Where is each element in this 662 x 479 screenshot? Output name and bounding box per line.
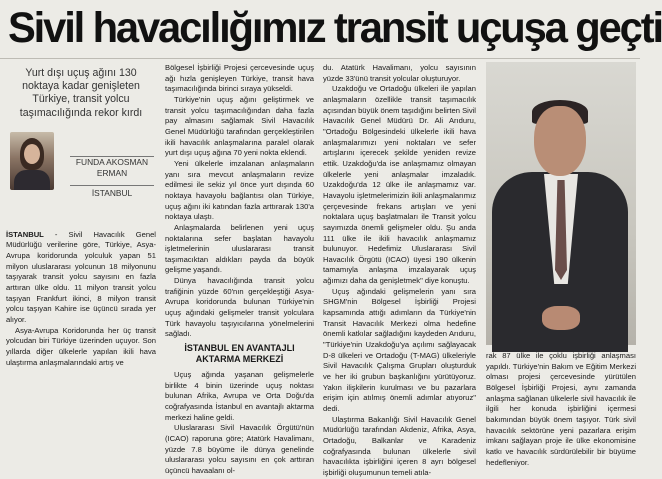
- paragraph: du. Atatürk Havalimanı, yolcu sayısının yüzde 33'ünü transit yolcular oluşturuyor.: [323, 63, 476, 83]
- author-byline: [70, 156, 154, 199]
- column-1: [6, 63, 156, 471]
- paragraph: Türkiye'nin uçuş ağını geliştirmek ve transit yolcu taşımacılığından daha fazla pay almasını sağlamak Sivil Havacılık Genel Müdürlüğü tarafından gerçekleştirilen ikili havacılık anlaşmalarına paralel olarak yurt dışı uçuş ağına 70 yeni nokta eklendi.: [165, 94, 314, 158]
- paragraph: Uzakdoğu ve Ortadoğu ülkeleri ile yapılan anlaşmaların özellikle transit taşımacılık açısından büyük önem taşıdığını belirten Sivil Havacılık Genel Müdürü Dr. Ali Arıduru, "Ortadoğu Bölgesindeki ülkelerle ikili hava anlaşmalarımızı yeni noktaları ve sefer artışlarını içerecek şekilde yeniden revize ettik. Uzakdoğu'da ise anlaşmamız olmayan ülkelerle yeni anlaşmalar imzaladık. Uzakdoğu'da 12 ülke ile anlaşmamız var. Havayolu işletmelerimizin ikili anlaşmalarımız çerçevesinde frekans artışları ve yeni noktalara uçuş başlatmaları ile Transit yolcu sayımızda önemli gelişmeler oldu. Şu anda 111 ülke ile ikili havacılık anlaşmamız bulunuyor. Hedefimiz Uluslararası Sivil Havacılık Örgütü (ICAO) üyesi 190 ülkenin tamamıyla anlaşma imzalayarak uçuş ağımızı daha da genişletmek" diye konuştu.: [323, 84, 476, 286]
- headline-rule: [0, 58, 640, 59]
- paragraph: Asya-Avrupa Koridorunda her üç transit yolcudan biri Türkiye üzerinden uçuyor. Son yıllarda diğer ülkelerle yapılan ikili hava ulaştırma anlaşmalarındaki artış ve: [6, 325, 156, 367]
- paragraph: Anlaşmalarda belirlenen yeni uçuş noktalarına sefer başlatan havayolu işletmelerinin uluslararası transit taşımacıktan aldıkları payda da büyük gelişme yaşandı.: [165, 222, 314, 275]
- paragraph: Yeni ülkelerle imzalanan anlaşmaların yanı sıra mevcut anlaşmaların revize edilmesi ile sekiz yıl önce yurt dışında 60 noktaya havayolu bağlantısı olan Türkiye, uçuş ağını iki katından fazla arttırarak 130'a noktaya ulaştı.: [165, 158, 314, 222]
- paragraph: Uluslararası Sivil Havacılık Örgütü'nün (ICAO) raporuna göre; Atatürk Havalimanı, yüzde 7.8 büyüme ile dünya genelinde uluslararası yolcu sayısını en çok arttıran üçüncü havaalanı ol-: [165, 423, 314, 475]
- author-portrait: [10, 132, 54, 190]
- paragraph: İSTANBUL - Sivil Havacılık Genel Müdürlüğü verilerine göre, Türkiye, Asya-Avrupa koridorunda yolculuk yapan 51 milyon uluslararası yolcunun 18 milyonunu taşıyarak transit yolcu sayısını en fazla arttıran ülke oldu. 11 milyon transit yolcu taşıyan Frankfurt ikinci, 8 milyon transit yolcu taşıyan Kahire ise üçüncü sırada yer alıyor.: [6, 229, 156, 325]
- subheading: İSTANBUL EN AVANTAJLI AKTARMA MERKEZİ: [184, 343, 295, 365]
- dateline: İSTANBUL: [6, 229, 44, 239]
- author-box: [6, 128, 156, 226]
- paragraph: Dünya havacılığında transit yolcu trafiğinin yüzde 60'nın gerçekleştiği Asya-Avrupa koridorunda bulunan Türkiye'nin uçuş ağındaki gelişmeler transit yolculara Türk havayolu taşıyıcılarına yönelmelerini sağladı.: [165, 276, 314, 339]
- official-photo: [486, 62, 636, 345]
- headline: Sivil havacılığımız transit uçuşa geçti: [8, 4, 662, 52]
- paragraph: Uçuş ağında yaşanan gelişmelerle birlikte 4 binin üzerinde uçuş noktası bulunan Afrika, Avrupa ve Orta Doğu'da coğrafyasında İstanbul en avantajlı aktarma merkezi haline geldi.: [165, 370, 314, 422]
- deck: Yurt dışı uçuş ağını 130 noktaya kadar genişleten Türkiye, transit yolcu taşımacılığında rekor kırdı: [19, 67, 143, 119]
- paragraph: Ulaştırma Bakanlığı Sivil Havacılık Genel Müdürlüğü tarafından Akdeniz, Afrika, Asya, Ortadoğu, Balkanlar ve Karadeniz coğrafyasında bulunan ülkelerle sivil havacılıkta işbirliğini içeren 8 ayrı bölgesel işbirliği oluşumunun temeli atıla-: [323, 414, 476, 477]
- column-4: [486, 351, 636, 471]
- author-name: FUNDA AKOSMAN ERMAN: [75, 156, 149, 178]
- paragraph: Bölgesel İşbirliği Projesi çercevesinde uçuş ağı hızla genişleyen Türkiye, transit hava taşımacılığında birinci sıraya yükseldi.: [165, 63, 314, 94]
- column-3: [323, 63, 476, 477]
- paragraph: rak 87 ülke ile çoklu işbirliği anlaşması yapıldı. Türkiye'nin Bakım ve Eğitim Merkezi olması projesi çercevesinde yürütülen Bölgesel İşbirliği Projesi, aynı zamanda anlaşma sağlanan ülkelerle sivil havacılık ile ilgili her konuda işbirliğini içermesi bakımından büyük önem taşıyor. Türk sivil havacılık sektörüne yeni pazarlara erişim imkanı sağlayan proje ile ülke ekonomisine katkı ve havacılık sürdürülebilir bir büyüme hedefleniyor.: [486, 351, 636, 467]
- column-2: [165, 63, 314, 475]
- paragraph: Uçuş ağındaki gelişmelerin yanı sıra SHGM'nin Bölgesel İşbirliği Projesi kapsamında attığı adımların da Türkiye'nin Transit Havacılık Merkezi olma hedefine önemli katkılar sağladığını kaydeden Arıduru, "Türkiye'nin Uzakdoğu'ya açılımı sağlayacak D-8 ülkeleri ve Ortadoğu (T-MAG) ülkeleriyle Sivil Havacılık Çalışma Grupları oluşturduk ve her iki grubun başkanlığını yürütüyoruz. Yakın ilişkilerin kurulması ve bu pazarlara erişim için atılmış önemli adımlar atıyoruz" dedi.: [323, 286, 476, 413]
- author-location: İSTANBUL: [70, 185, 154, 199]
